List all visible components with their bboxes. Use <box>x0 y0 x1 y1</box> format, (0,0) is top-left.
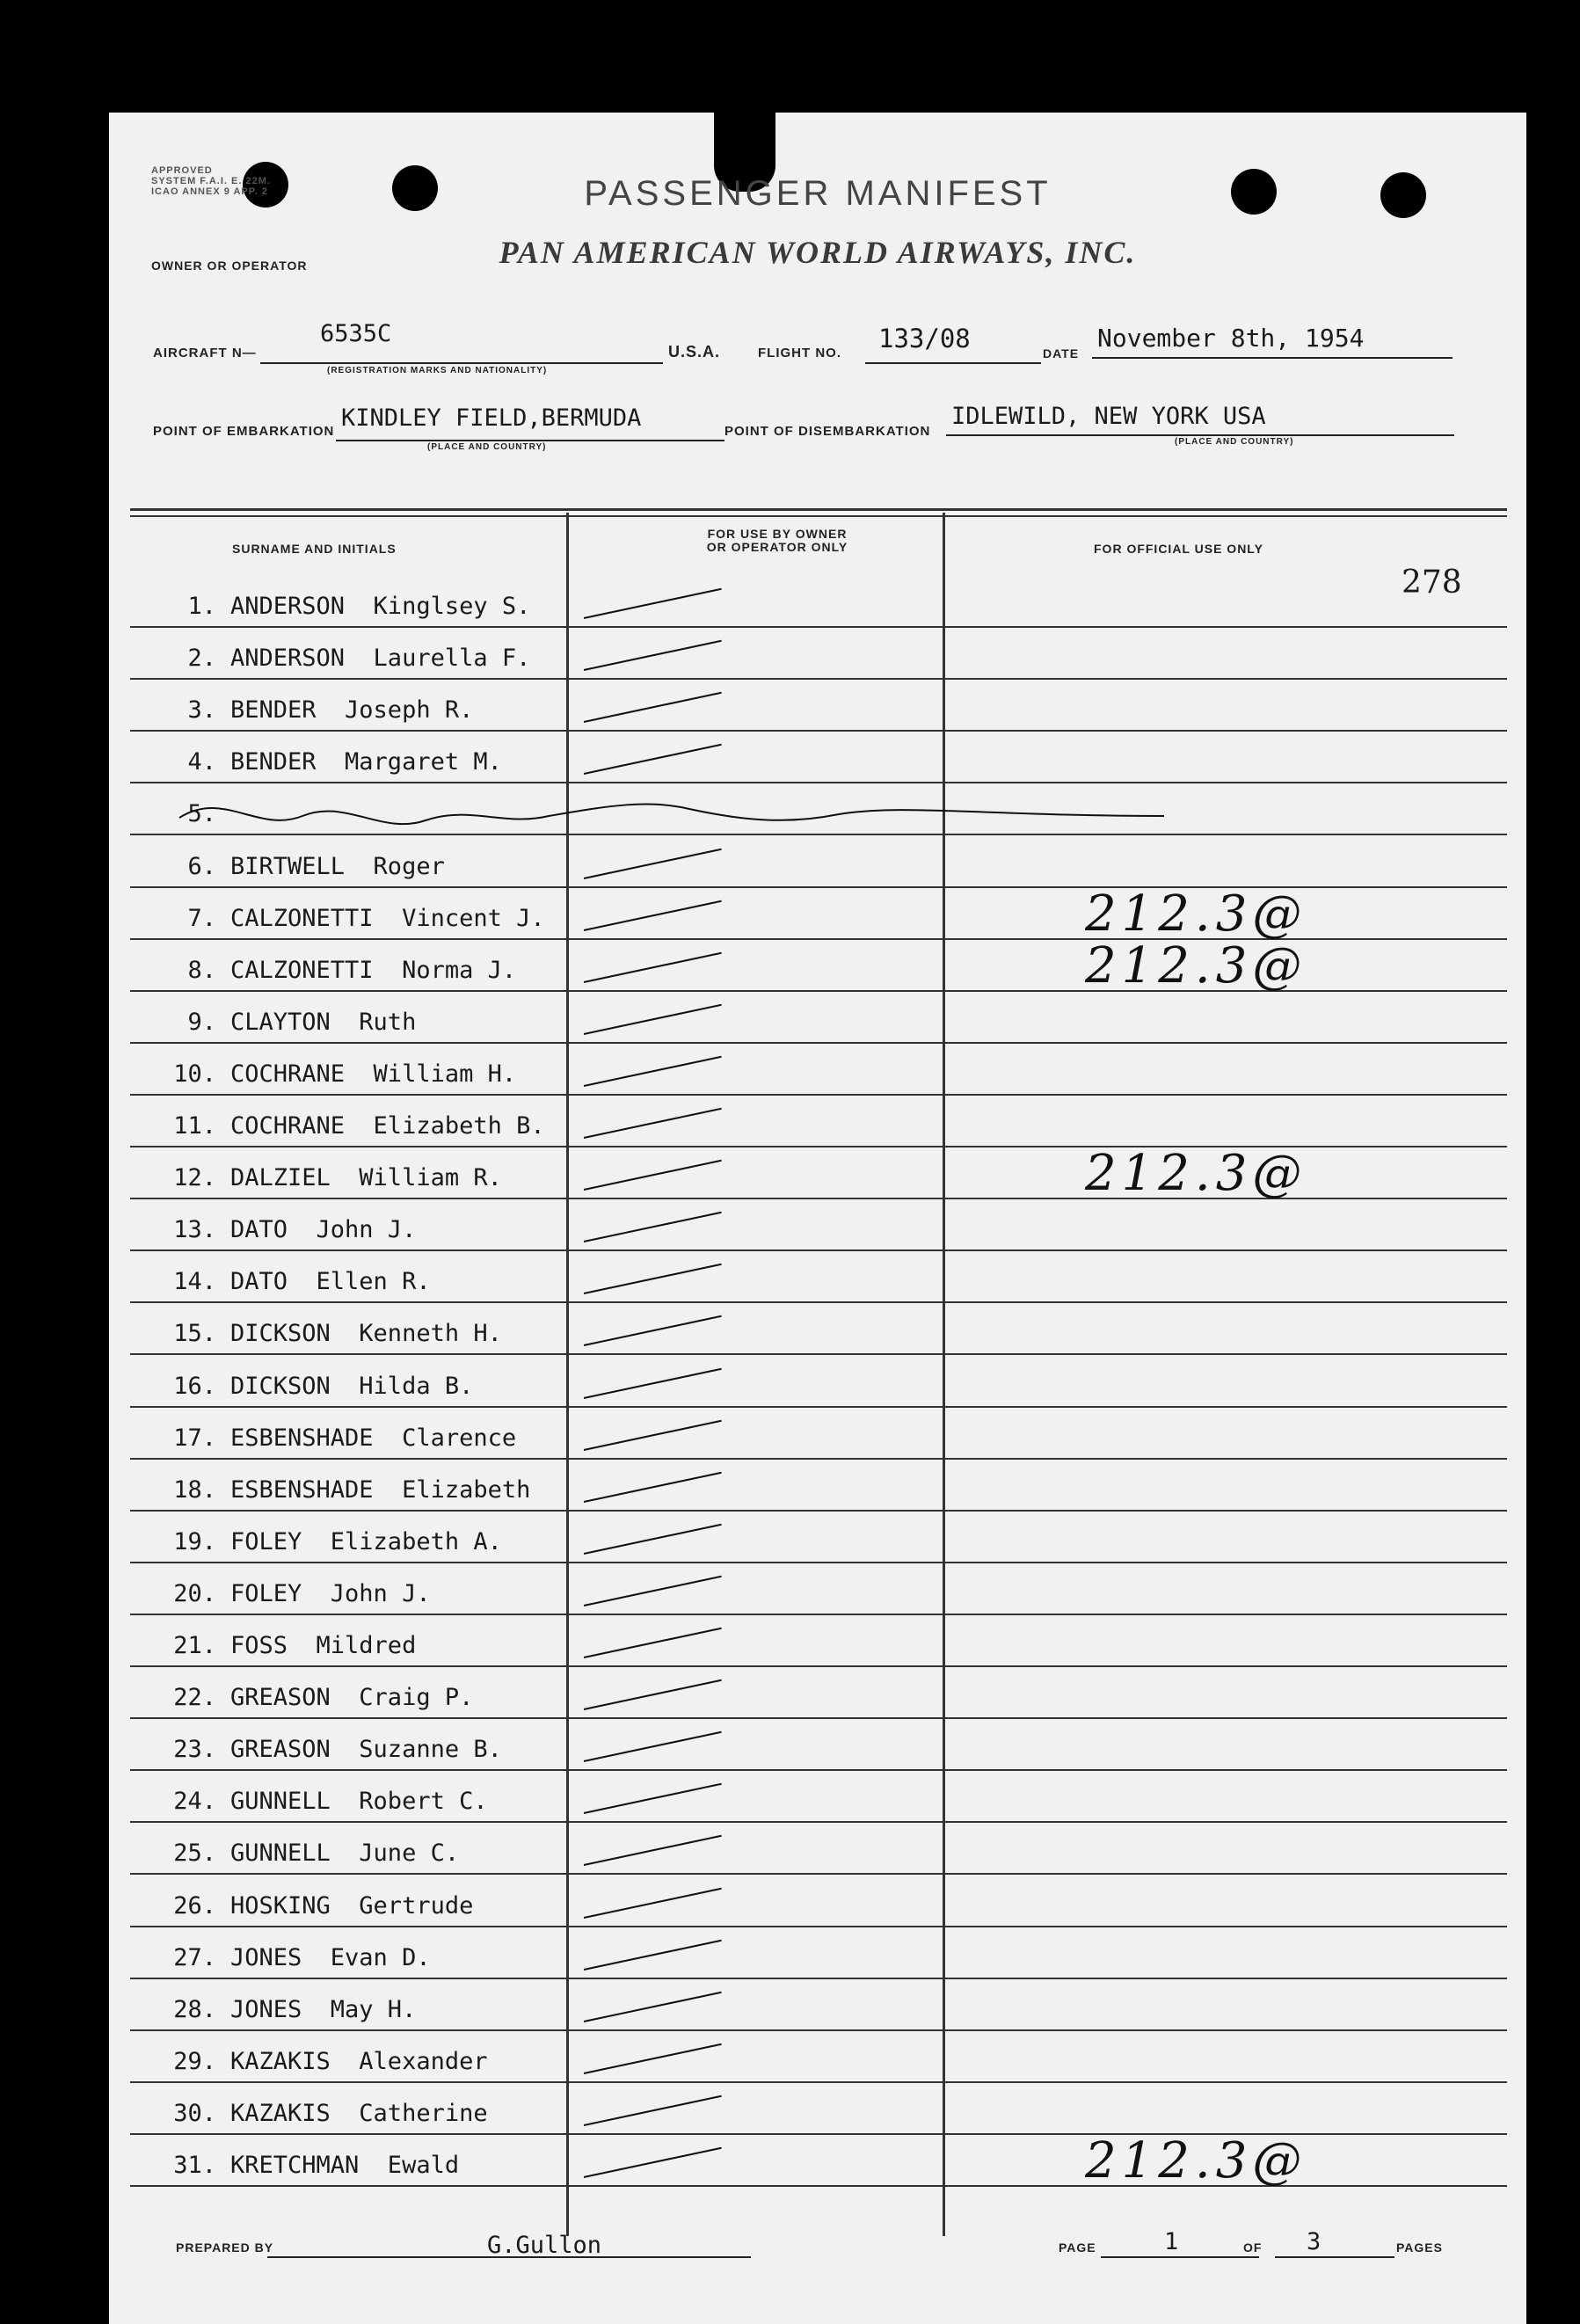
passenger-name: JONES May H. <box>230 1995 417 2023</box>
passenger-name: ESBENSHADE Elizabeth <box>230 1475 531 1504</box>
passenger-name: FOSS Mildred <box>230 1632 417 1659</box>
passenger-name: ANDERSON Kinglsey S. <box>230 593 531 620</box>
page-number: 1 <box>1164 2228 1179 2255</box>
aircraft-value: 6535C <box>320 320 392 347</box>
page-total: 3 <box>1307 2228 1322 2255</box>
date-label: DATE <box>1043 346 1080 361</box>
passenger-name: DALZIEL William R. <box>230 1164 502 1192</box>
passenger-number: 23. <box>173 1736 216 1764</box>
date-value: November 8th, 1954 <box>1097 324 1365 353</box>
passenger-name: CLAYTON Ruth <box>230 1008 417 1036</box>
passenger-number: 29. <box>173 2047 216 2075</box>
passenger-name: DICKSON Hilda B. <box>230 1372 474 1400</box>
approval-line: ICAO ANNEX 9 APP. 2 <box>151 186 268 197</box>
column-header-official: FOR OFFICIAL USE ONLY <box>1094 542 1263 556</box>
passenger-name: DICKSON Kenneth H. <box>230 1320 502 1348</box>
embarkation-label: POINT OF EMBARKATION <box>153 424 335 439</box>
passenger-number: 28. <box>173 1995 216 2023</box>
aircraft-label: AIRCRAFT N— <box>153 346 257 361</box>
passenger-name: COCHRANE Elizabeth B. <box>230 1112 545 1140</box>
passenger-number: 7. <box>187 904 216 932</box>
prepared-by-value: G.Gullon <box>487 2232 602 2259</box>
passenger-number: 27. <box>173 1943 216 1971</box>
page-title: PASSENGER MANIFEST <box>584 174 1052 213</box>
official-note: 212.3@ <box>1085 936 1307 994</box>
passenger-number: 22. <box>173 1684 216 1712</box>
passenger-name: DATO Ellen R. <box>230 1268 431 1296</box>
passenger-number: 4. <box>187 748 216 776</box>
passenger-name: JONES Evan D. <box>230 1943 431 1971</box>
pages-label: PAGES <box>1396 2240 1443 2255</box>
passenger-number: 15. <box>173 1320 216 1348</box>
passenger-number: 26. <box>173 1891 216 1920</box>
embarkation-sub-label: (PLACE AND COUNTRY) <box>427 442 547 452</box>
official-number: 278 <box>1402 565 1462 601</box>
passenger-number: 20. <box>173 1579 216 1607</box>
passenger-number: 12. <box>173 1164 216 1192</box>
passenger-number: 5. <box>187 800 216 828</box>
passenger-name: FOLEY John J. <box>230 1579 431 1607</box>
passenger-name: GREASON Suzanne B. <box>230 1736 502 1764</box>
aircraft-sub-label: (REGISTRATION MARKS AND NATIONALITY) <box>327 366 548 375</box>
passenger-name: GUNNELL Robert C. <box>230 1788 488 1816</box>
passenger-name: BENDER Joseph R. <box>230 696 474 725</box>
passenger-number: 18. <box>173 1475 216 1504</box>
passenger-number: 14. <box>173 1268 216 1296</box>
passenger-number: 11. <box>173 1112 216 1140</box>
official-note: 212.3@ <box>1085 885 1307 943</box>
passenger-number: 2. <box>187 645 216 673</box>
passenger-name: BENDER Margaret M. <box>230 748 502 776</box>
passenger-number: 31. <box>173 2152 216 2179</box>
column-header-owner: FOR USE BY OWNER OR OPERATOR ONLY <box>706 527 848 554</box>
passenger-name: KAZAKIS Alexander <box>230 2047 488 2075</box>
passenger-name: FOLEY Elizabeth A. <box>230 1527 502 1555</box>
company-name: PAN AMERICAN WORLD AIRWAYS, INC. <box>499 235 1137 270</box>
owner-label: OWNER OR OPERATOR <box>151 259 308 273</box>
prepared-by-label: PREPARED BY <box>176 2240 274 2255</box>
passenger-number: 10. <box>173 1060 216 1088</box>
approval-line: SYSTEM F.A.I. E. 22M. <box>151 176 271 186</box>
passenger-number: 1. <box>187 593 216 620</box>
passenger-name: KAZAKIS Catherine <box>230 2099 488 2127</box>
passenger-number: 3. <box>187 696 216 725</box>
embarkation-value: KINDLEY FIELD,BERMUDA <box>341 404 642 432</box>
passenger-number: 16. <box>173 1372 216 1400</box>
passenger-number: 21. <box>173 1632 216 1659</box>
passenger-name: ESBENSHADE Clarence <box>230 1424 517 1452</box>
passenger-number: 9. <box>187 1008 216 1036</box>
passenger-number: 8. <box>187 956 216 984</box>
approval-line: APPROVED <box>151 165 213 176</box>
flight-value: 133/08 <box>878 324 971 353</box>
official-note: 212.3@ <box>1085 2132 1307 2189</box>
manifest-sheet <box>109 113 1526 2324</box>
passenger-name: DATO John J. <box>230 1216 417 1244</box>
passenger-number: 13. <box>173 1216 216 1244</box>
passenger-name: GREASON Craig P. <box>230 1684 474 1712</box>
page-of-label: OF <box>1243 2240 1263 2255</box>
passenger-number: 25. <box>173 1840 216 1868</box>
passenger-number: 17. <box>173 1424 216 1452</box>
official-note: 212.3@ <box>1085 1145 1307 1203</box>
passenger-name: BIRTWELL Roger <box>230 852 445 880</box>
passenger-number: 24. <box>173 1788 216 1816</box>
passenger-name: COCHRANE William H. <box>230 1060 517 1088</box>
disembarkation-label: POINT OF DISEMBARKATION <box>724 424 931 439</box>
passenger-number: 6. <box>187 852 216 880</box>
passenger-name: HOSKING Gertrude <box>230 1891 474 1920</box>
disembarkation-value: IDLEWILD, NEW YORK USA <box>951 403 1266 430</box>
passenger-name: CALZONETTI Vincent J. <box>230 904 545 932</box>
column-header-surname: SURNAME AND INITIALS <box>232 542 397 556</box>
passenger-name: KRETCHMAN Ewald <box>230 2152 460 2179</box>
flight-label: FLIGHT NO. <box>758 346 841 361</box>
passenger-number: 19. <box>173 1527 216 1555</box>
page-label: PAGE <box>1059 2240 1096 2255</box>
disembarkation-sub-label: (PLACE AND COUNTRY) <box>1175 437 1294 447</box>
passenger-name: ANDERSON Laurella F. <box>230 645 531 673</box>
passenger-number: 30. <box>173 2099 216 2127</box>
nationality-label: U.S.A. <box>668 343 721 361</box>
passenger-name: GUNNELL June C. <box>230 1840 460 1868</box>
passenger-name: CALZONETTI Norma J. <box>230 956 517 984</box>
cancel-scribble <box>109 113 1526 2324</box>
